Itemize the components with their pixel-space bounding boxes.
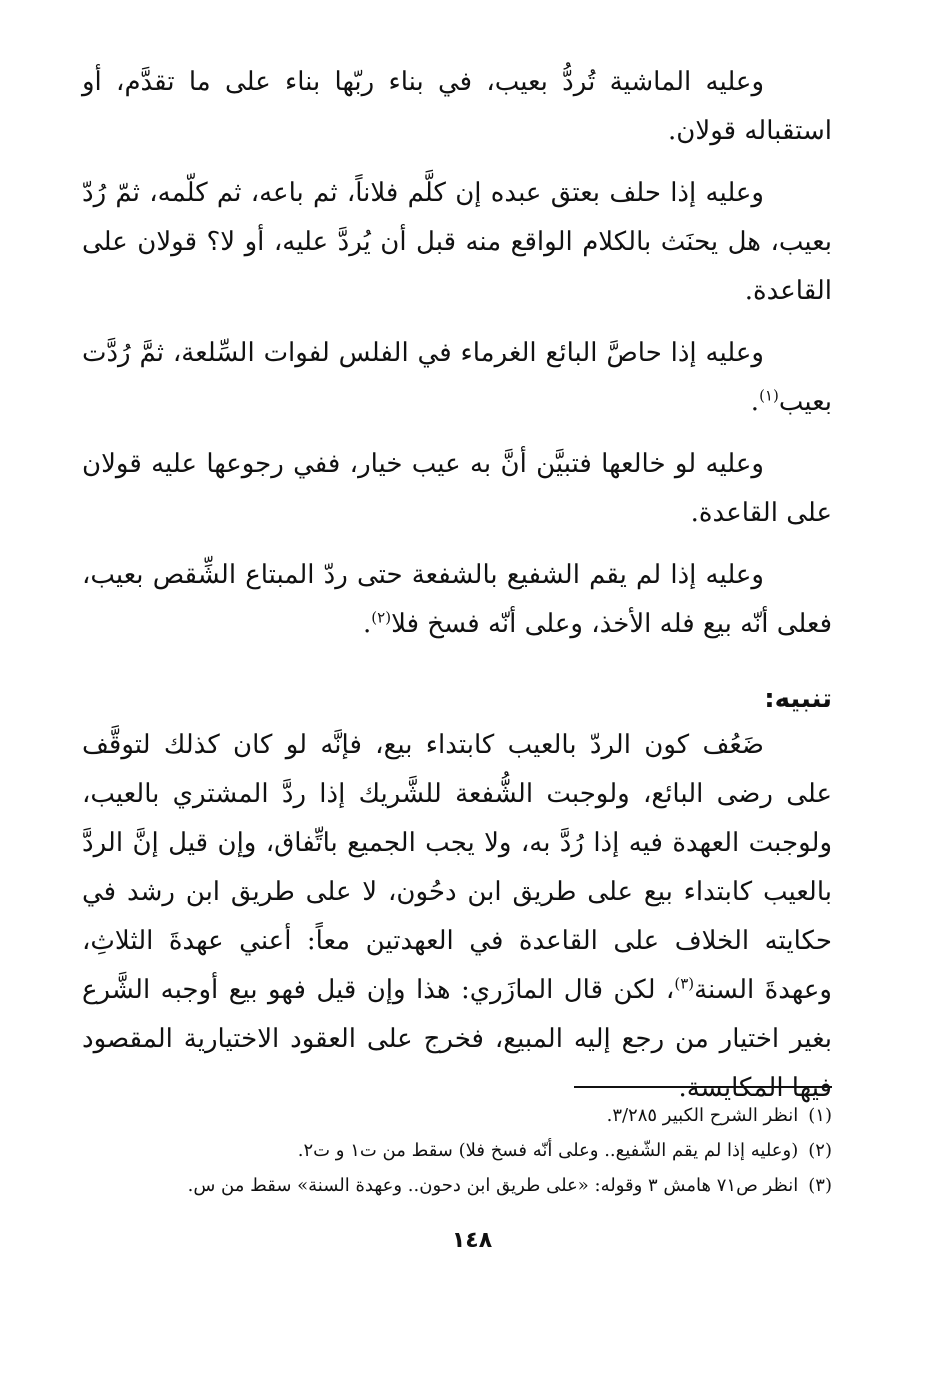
paragraph-5-text: وعليه إذا لم يقم الشفيع بالشفعة حتى ردّ المبتاع الشِّقص بعيب، فعلى أنّه بيع فله الأخذ، وعلى أنّه فسخ فلا <box>82 560 832 639</box>
footnote-ref-3[interactable]: (٣) <box>674 974 695 993</box>
paragraph-4-text: وعليه لو خالعها فتبيَّن أنَّ به عيب خيار، ففي رجوعها عليه قولان على القاعدة. <box>82 449 832 528</box>
footnote-1 <box>92 1098 832 1133</box>
paragraph-3-tail: . <box>750 387 760 417</box>
paragraph-4 <box>82 440 832 538</box>
footnote-ref-1[interactable]: (١) <box>759 386 779 405</box>
footnote-2-text: (وعليه إذا لم يقم الشّفيع.. وعلى أنّه فسخ فلا) سقط من ت١ و ت٢. <box>297 1140 799 1161</box>
footnote-1-number: (١) <box>808 1105 832 1126</box>
page-number: ١٤٨ <box>451 1228 493 1253</box>
paragraph-3-text: وعليه إذا حاصَّ البائع الغرماء في الفلس لفوات السِّلعة، ثمَّ رُدَّت بعيب <box>82 338 832 417</box>
footnotes <box>92 1098 832 1203</box>
paragraph-3 <box>82 329 832 427</box>
paragraph-2 <box>82 169 832 316</box>
footnote-3-text: انظر ص٧١ هامش ٣ وقوله: «على طريق ابن دحون.. وعهدة السنة» سقط من س. <box>187 1175 799 1196</box>
footnote-2 <box>92 1133 832 1168</box>
paragraph-5-tail: . <box>363 609 372 639</box>
note-paragraph <box>82 721 832 1113</box>
footnote-3 <box>92 1168 832 1203</box>
paragraph-1-text: وعليه الماشية تُردُّ بعيب، في بناء ربّها بناء على ما تقدَّم، أو استقباله قولان. <box>82 67 832 146</box>
paragraph-2-text: وعليه إذا حلف بعتق عبده إن كلَّم فلاناً، ثم باعه، ثم كلّمه، ثمّ رُدّ بعيب، هل يحنَث بالكلام الواقع منه قبل أن يُردَّ عليه، أو لا؟ قولان على القاعدة. <box>82 178 832 306</box>
note-paragraph-part2: ، لكن قال المازَري: هذا وإن قيل فهو بيع أوجبه الشَّرع بغير اختيار من رجع إليه المبيع، فخرج على العقود الاختيارية المقصود فيها المكايسة. <box>82 975 832 1103</box>
footnote-2-number: (٢) <box>808 1140 832 1161</box>
footnote-divider <box>574 1086 832 1088</box>
page-body <box>82 58 832 1126</box>
note-paragraph-part1: ضَعُف كون الردّ بالعيب كابتداء بيع، فإنَّه لو كان كذلك لتوقَّف على رضى البائع، ولوجبت الشُّفعة للشَّريك إذا ردَّ المشتري بالعيب، ولوجبت العهدة فيه إذا رُدَّ به، ولا يجب الجميع باتِّفاق، وإن قيل إنَّ الردَّ بالعيب كابتداء بيع على طريق ابن دحُون، لا على طريق ابن رشد في حكايته الخلاف على القاعدة في العهدتين معاً: أعني عهدةَ الثلاثِ، وعهدةَ السنة <box>82 730 833 1005</box>
paragraph-1 <box>82 58 832 156</box>
footnote-1-text: انظر الشرح الكبير ٣/٢٨٥. <box>606 1105 799 1126</box>
footnote-3-number: (٣) <box>808 1175 832 1196</box>
paragraph-5 <box>82 551 832 649</box>
footnote-ref-2[interactable]: (٢) <box>371 608 392 627</box>
section-heading: تنبيه: <box>764 684 832 714</box>
